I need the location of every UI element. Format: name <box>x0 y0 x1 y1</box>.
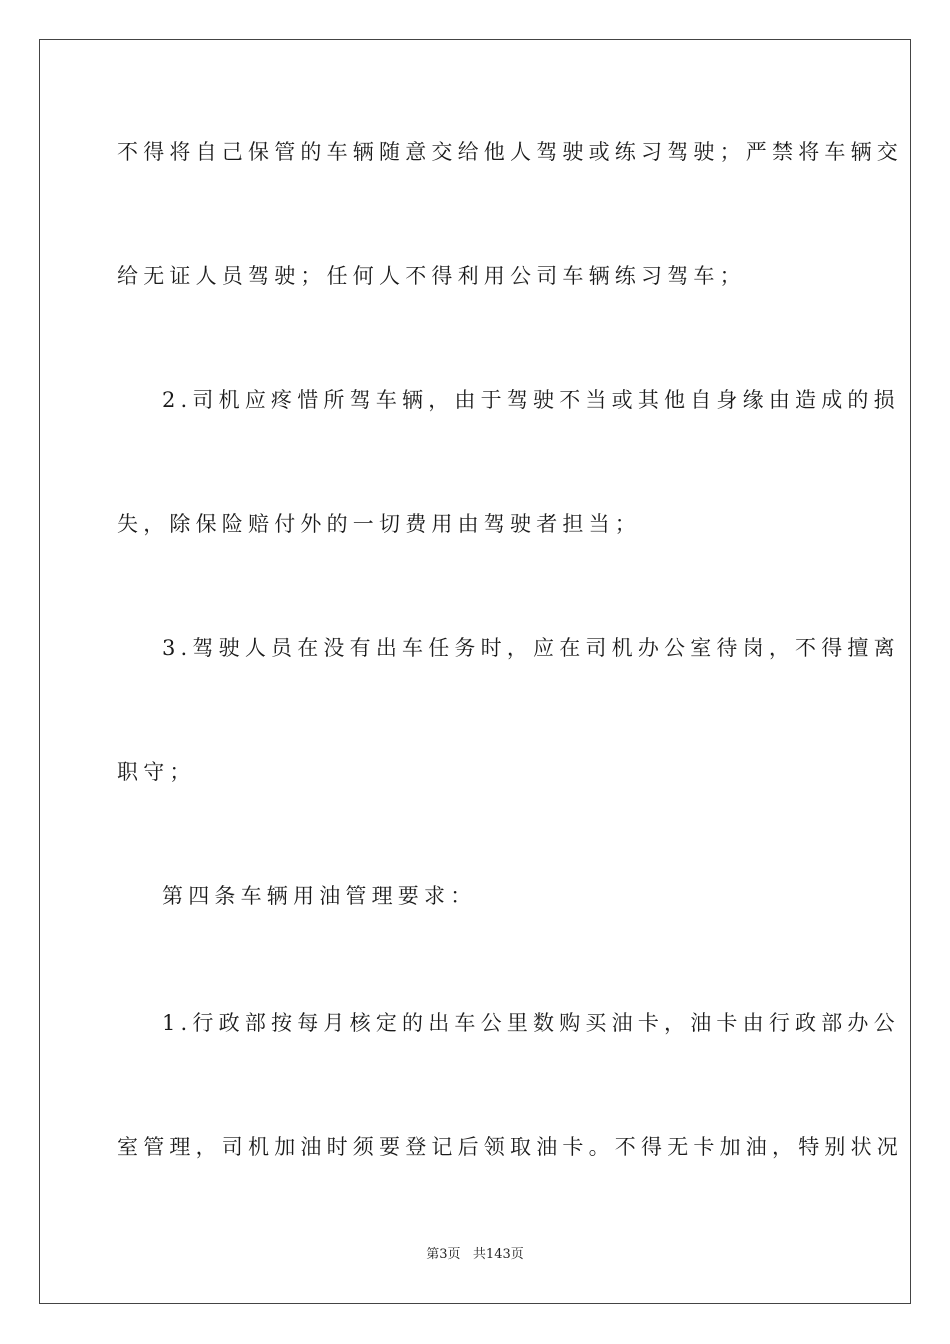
body-line-1: 不得将自己保管的车辆随意交给他人驾驶或练习驾驶；严禁将车辆交 <box>117 140 903 164</box>
body-line-6: 职守； <box>117 760 196 784</box>
section-heading: 第四条车辆用油管理要求： <box>162 884 477 908</box>
page-footer <box>0 1246 950 1264</box>
page-number: 第3页 <box>426 1247 461 1262</box>
footer-spacer <box>461 1247 473 1262</box>
body-line-8: 1.行政部按每月核定的出车公里数购买油卡，油卡由行政部办公 <box>162 1011 900 1035</box>
body-line-9: 室管理，司机加油时须要登记后领取油卡。不得无卡加油，特别状况 <box>117 1135 903 1159</box>
page-border <box>39 39 911 1304</box>
body-line-4: 失，除保险赔付外的一切费用由驾驶者担当； <box>117 512 641 536</box>
body-line-3: 2.司机应疼惜所驾车辆，由于驾驶不当或其他自身缘由造成的损 <box>162 388 900 412</box>
total-pages: 共143页 <box>472 1247 524 1262</box>
body-line-2: 给无证人员驾驶；任何人不得利用公司车辆练习驾车； <box>117 264 746 288</box>
body-line-5: 3.驾驶人员在没有出车任务时，应在司机办公室待岗，不得擅离 <box>162 636 900 660</box>
